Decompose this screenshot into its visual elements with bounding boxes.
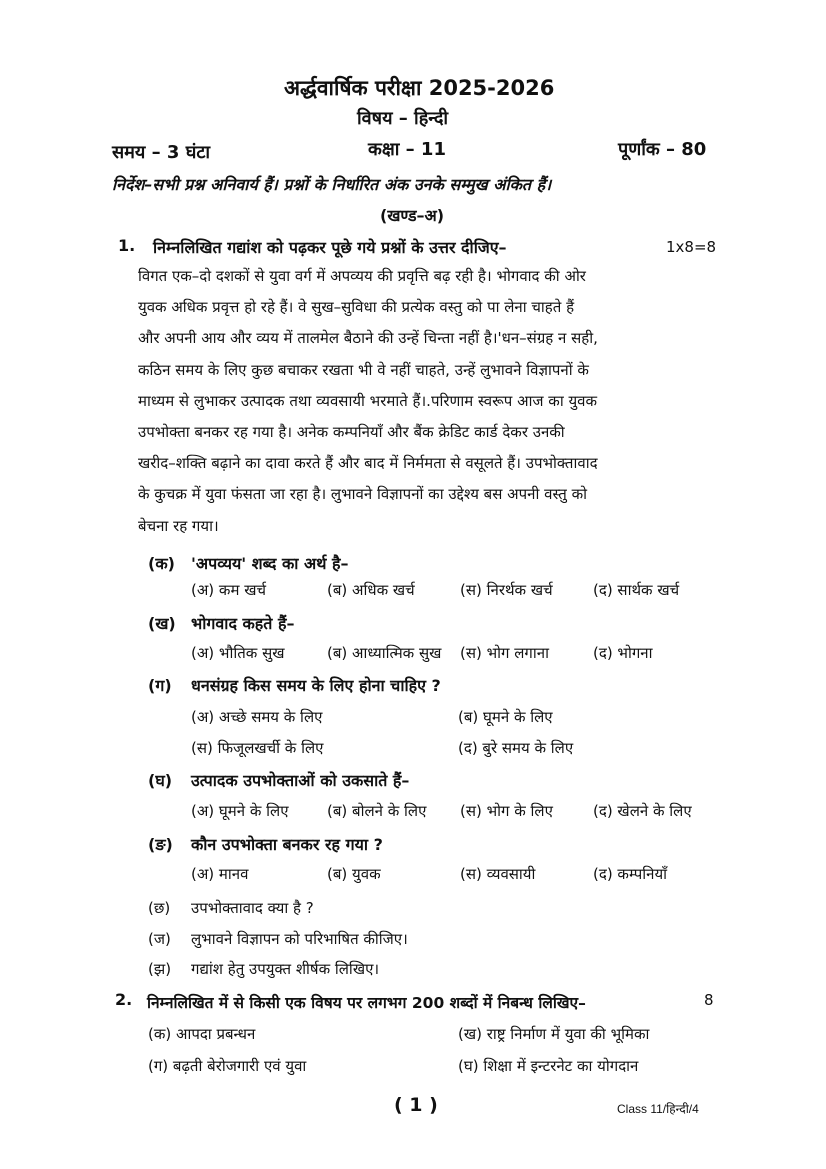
class-label: कक्षा – 11	[368, 139, 446, 160]
passage-line: खरीद–शक्ति बढ़ाने का दावा करते हैं और बाद में निर्ममता से वसूलते हैं। उपभोक्तावाद	[138, 454, 598, 473]
subq-label: (ग)	[148, 676, 172, 695]
subq-label: (झ)	[148, 960, 172, 978]
subq-label: (घ)	[148, 771, 173, 790]
option: (स) व्यवसायी	[460, 865, 536, 883]
subq-label: (छ)	[148, 899, 171, 917]
subq-text: लुभावने विज्ञापन को परिभाषित कीजिए।	[191, 930, 408, 948]
option: (ब) घूमने के लिए	[458, 708, 553, 726]
subq-label: (ख)	[148, 614, 176, 633]
passage-line: के कुचक्र में युवा फंसता जा रहा है। लुभावने विज्ञापनों का उद्देश्य बस अपनी वस्तु को	[138, 485, 587, 504]
option: (ब) बोलने के लिए	[327, 802, 427, 820]
essay-topic: (घ) शिक्षा में इन्टरनेट का योगदान	[458, 1057, 639, 1075]
passage-line: विगत एक–दो दशकों से युवा वर्ग में अपव्यय की प्रवृत्ति बढ़ रही है। भोगवाद की ओर	[138, 267, 586, 285]
q1-marks: 1x8=8	[666, 238, 717, 256]
option: (ब) युवक	[327, 865, 381, 883]
essay-topic: (ख) राष्ट्र निर्माण में युवा की भूमिका	[458, 1025, 650, 1043]
time-label: समय – 3 घंटा	[112, 142, 211, 163]
passage-line: और अपनी आय और व्यय में तालमेल बैठाने की उन्हें चिन्ता नहीं है।'धन–संग्रह न सही,	[138, 329, 598, 348]
subq-label: (क)	[148, 554, 175, 573]
paper-code: Class 11/हिन्दी/4	[617, 1102, 699, 1116]
option: (द) खेलने के लिए	[593, 802, 692, 820]
subq-text: उपभोक्तावाद क्या है ?	[191, 899, 314, 917]
subq-text: कौन उपभोक्ता बनकर रह गया ?	[191, 835, 383, 854]
q1-passage	[138, 261, 722, 542]
q2-number: 2.	[115, 990, 133, 1009]
option: (स) भोग के लिए	[460, 802, 553, 820]
passage-line: उपभोक्ता बनकर रह गया है। अनेक कम्पनियाँ और बैंक क्रेडिट कार्ड देकर उनकी	[138, 423, 565, 442]
exam-title: अर्द्धवार्षिक परीक्षा 2025-2026	[284, 76, 555, 100]
option: (स) निरर्थक खर्च	[460, 581, 553, 599]
section-label: (खण्ड–अ)	[380, 206, 445, 225]
option: (द) कम्पनियाँ	[593, 865, 668, 883]
essay-topic: (ग) बढ़ती बेरोजगारी एवं युवा	[148, 1057, 307, 1075]
subq-label: (ङ)	[148, 835, 173, 854]
page-number: ( 1 )	[394, 1094, 438, 1116]
passage-line: युवक अधिक प्रवृत्त हो रहे हैं। वे सुख–सुविधा की प्रत्येक वस्तु को पा लेना चाहते हैं	[138, 298, 575, 317]
option: (द) बुरे समय के लिए	[458, 739, 574, 757]
instructions: निर्देश–सभी प्रश्न अनिवार्य हैं। प्रश्नों के निर्धारित अंक उनके सम्मुख अंकित हैं।	[112, 175, 552, 194]
option: (अ) अच्छे समय के लिए	[191, 708, 323, 726]
subq-text: गद्यांश हेतु उपयुक्त शीर्षक लिखिए।	[191, 960, 380, 978]
option: (द) भोगना	[593, 644, 653, 662]
passage-line: बेचना रह गया।	[138, 516, 219, 535]
subq-text: उत्पादक उपभोक्ताओं को उकसाते हैं–	[191, 771, 410, 790]
passage-line: कठिन समय के लिए कुछ बचाकर रखता भी वे नहीं चाहते, उन्हें लुभावने विज्ञापनों के	[138, 360, 589, 379]
essay-topic: (क) आपदा प्रबन्धन	[148, 1025, 256, 1043]
subject-line: विषय – हिन्दी	[357, 108, 449, 129]
option: (स) भोग लगाना	[460, 644, 549, 662]
option: (ब) आध्यात्मिक सुख	[327, 644, 442, 662]
q1-number: 1.	[118, 236, 136, 255]
option: (द) सार्थक खर्च	[593, 581, 680, 599]
subq-text: भोगवाद कहते हैं–	[191, 614, 295, 633]
subq-label: (ज)	[148, 930, 171, 948]
option: (ब) अधिक खर्च	[327, 581, 415, 599]
q1-question: निम्नलिखित गद्यांश को पढ़कर पूछे गये प्रश्नों के उत्तर दीजिए–	[153, 238, 507, 257]
q2-question: निम्नलिखित में से किसी एक विषय पर लगभग 200 शब्दों में निबन्ध लिखिए–	[147, 994, 586, 1012]
option: (अ) कम खर्च	[191, 581, 266, 599]
max-marks-label: पूर्णांक – 80	[618, 139, 707, 160]
subq-text: 'अपव्यय' शब्द का अर्थ है–	[191, 554, 349, 573]
option: (अ) घूमने के लिए	[191, 802, 289, 820]
passage-line: माध्यम से लुभाकर उत्पादक तथा व्यवसायी भरमाते हैं।.परिणाम स्वरूप आज का युवक	[138, 391, 598, 410]
q2-marks: 8	[704, 991, 714, 1009]
option: (अ) मानव	[191, 865, 249, 883]
subq-text: धनसंग्रह किस समय के लिए होना चाहिए ?	[191, 676, 441, 695]
option: (स) फिजूलखर्ची के लिए	[191, 739, 324, 757]
option: (अ) भौतिक सुख	[191, 644, 285, 662]
